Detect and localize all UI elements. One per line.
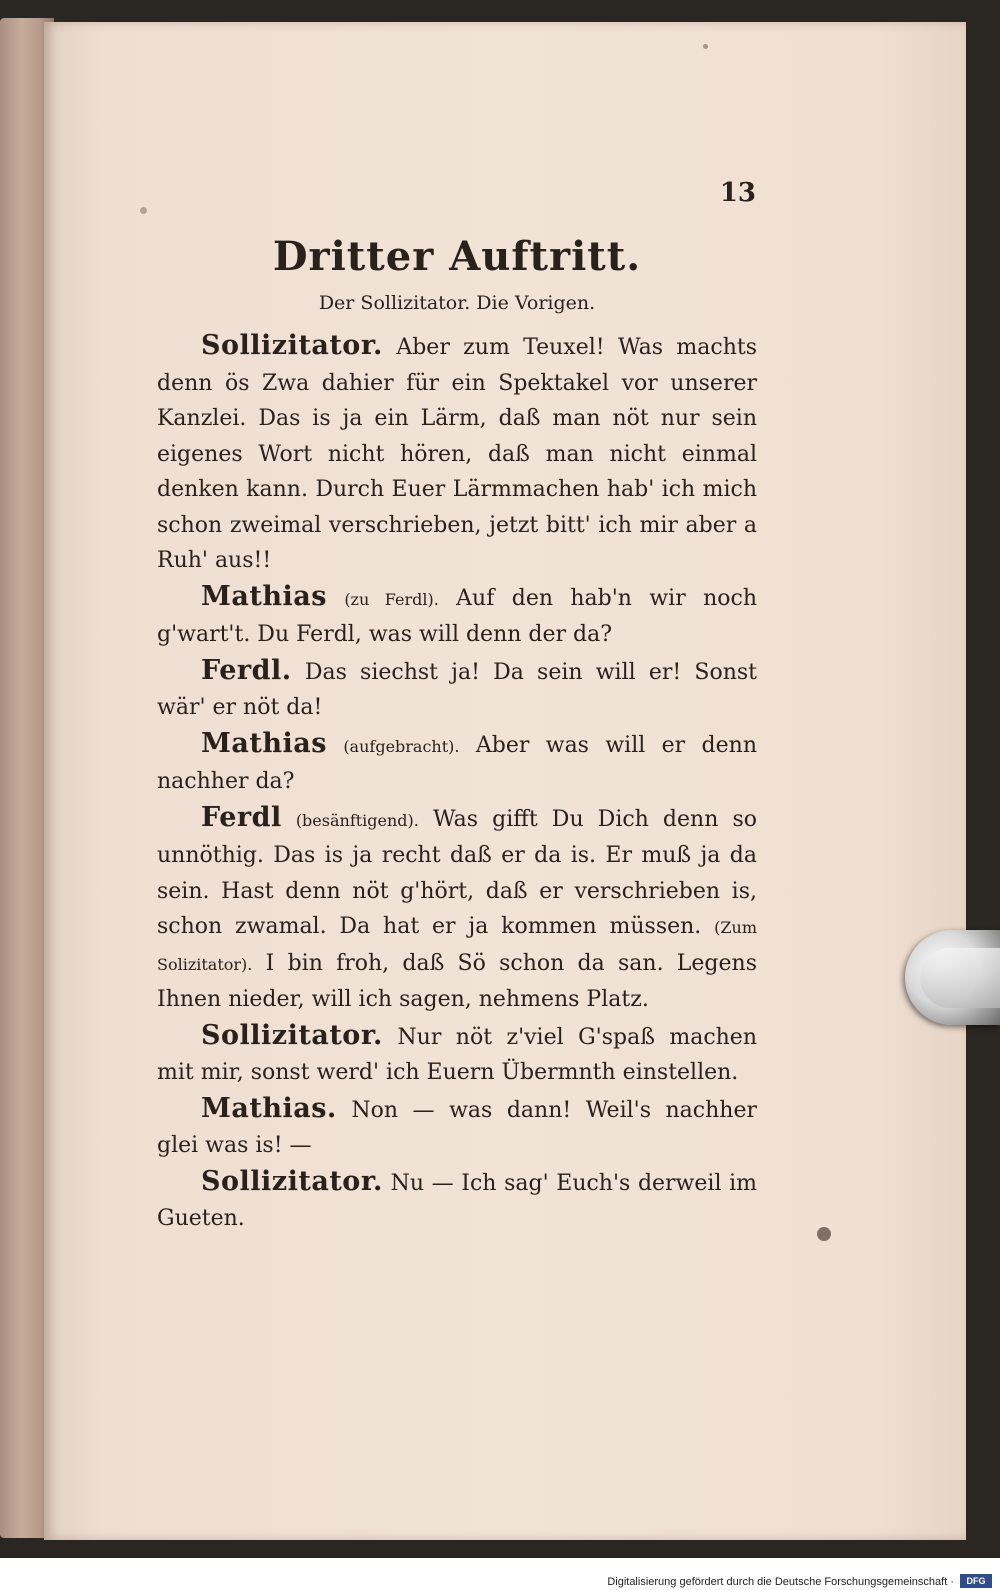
dfg-logo: DFG — [960, 1574, 992, 1588]
speaker-name: Mathias — [201, 727, 327, 759]
stage-direction: (aufgebracht). — [343, 736, 460, 756]
dialogue-text: Was gifft Du Dich denn so unnöthig. Das is ja recht daß er da is. Er muß ja da sein. Hast denn nöt g'hört, daß er verschrieben is, schon zwamal. Da hat er ja kommen müssen. — [157, 806, 757, 939]
stage-direction: (zu Ferdl). — [344, 589, 439, 609]
dialogue-paragraph — [157, 1091, 757, 1164]
paper-spot — [140, 207, 147, 214]
paper-spot — [817, 1227, 831, 1241]
dialogue-text: Das siechst ja! Da sein will er! Sonst wär' er nöt da! — [157, 659, 757, 720]
stage-direction: (Zum Solizitator). — [157, 918, 758, 974]
page-text — [157, 228, 757, 1237]
speaker-name: Sollizitator. — [201, 330, 383, 361]
funding-note: Digitalisierung gefördert durch die Deutsche Forschungsgemeinschaft · — [607, 1576, 954, 1588]
cast-list: Der Sollizitator. Die Vorigen. — [318, 292, 596, 314]
dialogue-paragraph — [157, 328, 757, 579]
scene-heading: Dritter Auftritt. — [272, 233, 642, 280]
speaker-name: Ferdl — [201, 801, 282, 833]
stage-direction: (besänftigend). — [295, 810, 419, 830]
dialogue-paragraph — [157, 726, 757, 800]
dialogue-text: Nur nöt z'viel G'spaß machen mit mir, sonst werd' ich Euern Übermnth einstellen. — [157, 1024, 757, 1085]
dialogue-text: I bin froh, daß Sö schon da san. Legens Ihnen nieder, will ich sagen, nehmens Platz. — [157, 950, 757, 1012]
page-number: 13 — [719, 178, 756, 208]
speaker-name: Mathias — [201, 580, 327, 612]
speaker-name: Ferdl. — [201, 654, 292, 686]
dialogue-paragraph — [157, 1164, 757, 1237]
paper-spot — [703, 44, 708, 49]
dialogue-text: Auf den hab'n wir noch g'wart't. Du Ferdl, was will denn der da? — [157, 585, 757, 647]
dialogue-paragraph — [157, 653, 757, 726]
clip-highlight — [920, 948, 1000, 1008]
speaker-name: Mathias. — [201, 1092, 337, 1124]
speaker-name: Sollizitator. — [201, 1165, 383, 1197]
dialogue-paragraph — [157, 579, 757, 653]
dialogue-paragraph — [157, 800, 757, 1018]
dialogue-text: Aber zum Teuxel! Was machts denn ös Zwa dahier für ein Spektakel vor unserer Kanzlei. Das is ja ein Lärm, daß man nöt nur sein eigenes Wort nicht hören, daß man nicht einmal denken kann. Durch Euer Lärmmachen hab' ich mich schon zweimal verschrieben, jetzt bitt' ich mir aber a Ruh' aus!! — [157, 335, 758, 573]
dialogue-text: Nu — Ich sag' Euch's derweil im Gueten. — [157, 1170, 758, 1231]
dialogue-text: Aber was will er denn nachher da? — [157, 732, 757, 794]
dialogue-text: Non — was dann! Weil's nachher glei was is! — — [157, 1097, 757, 1158]
dialogue-paragraph — [157, 1018, 757, 1091]
speaker-name: Sollizitator. — [201, 1019, 383, 1051]
